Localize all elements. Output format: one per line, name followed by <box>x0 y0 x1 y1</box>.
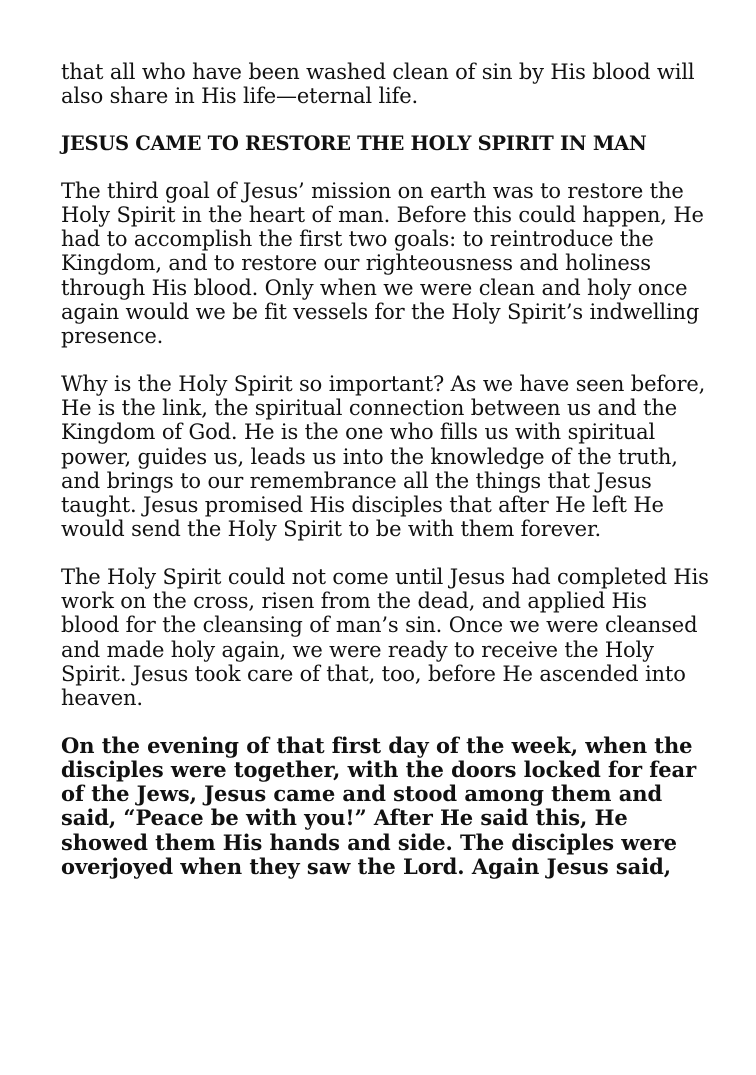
paragraph-holy-spirit-importance: Why is the Holy Spirit so important? As we have seen before, He is the link, the spiritual connection between us and the Kingdom of God. He is the one who fills us with spiritual power, guides us, leads us into the knowledge of the truth, and brings to our remembrance all the things that Jesus taught. Jesus promised His disciples that after He left He would send the Holy Spirit to be with them forever. <box>61 371 706 542</box>
paragraph-holy-spirit-coming: The Holy Spirit could not come until Jesus had completed His work on the cross, risen from the dead, and applied His blood for the cleansing of man’s sin. Once we were cleansed and made holy again, we were ready to receive the Holy Spirit. Jesus took care of that, too, before He ascended into heaven. <box>61 564 709 711</box>
paragraph-third-goal: The third goal of Jesus’ mission on earth was to restore the Holy Spirit in the heart of man. Before this could happen, He had to accomplish the first two goals: to reintroduce the Kingdom, and to restore our righteousness and holiness through His blood. Only when we were clean and holy once again would we be fit vessels for the Holy Spirit’s indwelling presence. <box>61 178 704 349</box>
section-heading: JESUS CAME TO RESTORE THE HOLY SPIRIT IN MAN <box>61 131 647 155</box>
document-page <box>61 60 711 902</box>
scripture-quote: On the evening of that first day of the week, when the disciples were together, with the doors locked for fear of the Jews, Jesus came and stood among them and said, “Peace be with you!” After He said this, He showed them His hands and side. The disciples were overjoyed when they saw the Lord. Again Jesus said, <box>61 732 697 880</box>
paragraph-continuation: that all who have been washed clean of sin by His blood will also share in His life—eternal life. <box>61 60 695 109</box>
